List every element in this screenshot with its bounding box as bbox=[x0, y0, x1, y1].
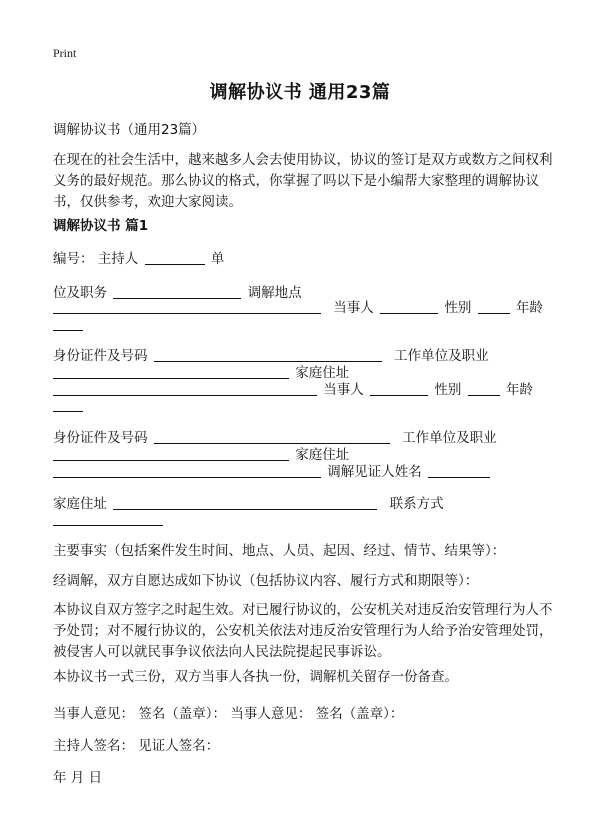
form-line-party-2 bbox=[53, 378, 533, 398]
party-name-blank-1[interactable] bbox=[380, 299, 438, 314]
age-blank-1[interactable] bbox=[53, 316, 83, 331]
work-unit-label-2: 工作单位及职业 bbox=[402, 430, 497, 446]
witness-blank[interactable] bbox=[428, 463, 490, 478]
witness-label: 调解见证人姓名 bbox=[327, 464, 422, 480]
witness-sign: 见证人签名： bbox=[138, 738, 220, 754]
age-blank-2[interactable] bbox=[53, 397, 83, 412]
form-line-party-1 bbox=[53, 296, 543, 316]
form-line-contact bbox=[53, 492, 444, 512]
party-opinion-2: 当事人意见： bbox=[230, 706, 312, 722]
copies-clause: 本协议书一式三份，双方当事人各执一份，调解机关留存一份备查。 bbox=[53, 669, 458, 685]
home-address-blank-1[interactable] bbox=[53, 381, 317, 396]
signature-line-host bbox=[53, 734, 219, 754]
work-unit-blank-1[interactable] bbox=[53, 364, 289, 379]
host-blank[interactable] bbox=[145, 250, 205, 265]
position-label: 位及职务 bbox=[53, 285, 107, 301]
mediation-place-label: 调解地点 bbox=[247, 285, 302, 301]
place-blank[interactable] bbox=[53, 299, 321, 314]
home-address-blank-2[interactable] bbox=[53, 463, 321, 478]
work-unit-label-1: 工作单位及职业 bbox=[394, 348, 489, 364]
main-facts: 主要事实（包括案件发生时间、地点、人员、起因、经过、情节、结果等）： bbox=[53, 543, 506, 559]
document-title: 调解协议书 通用23篇 bbox=[209, 82, 391, 103]
party-name-blank-2[interactable] bbox=[370, 381, 428, 396]
party-label-1: 当事人 bbox=[333, 300, 374, 316]
party-opinion-1: 当事人意见： bbox=[53, 706, 134, 722]
contact-label: 联系方式 bbox=[389, 496, 444, 512]
home-address-label-2: 家庭住址 bbox=[295, 447, 350, 463]
effect-clause: 本协议自双方签字之时起生效。对已履行协议的，公安机关对违反治安管理行为人不予处罚；对不履行协议的，公安机关依法对违反治安管理行为人给予治安管理处罚，被侵害人可以就民事争议依法向人民法院提起民事诉讼。 bbox=[53, 602, 553, 660]
id-label-1: 身份证件及号码 bbox=[53, 348, 148, 364]
form-line-witness bbox=[53, 460, 492, 480]
print-label: Print bbox=[53, 46, 77, 60]
gender-label-1: 性别 bbox=[444, 300, 472, 316]
home-address-blank-3[interactable] bbox=[113, 495, 377, 510]
age-label-1: 年龄 bbox=[515, 300, 543, 316]
work-unit-blank-2[interactable] bbox=[53, 446, 289, 461]
gender-label-2: 性别 bbox=[434, 382, 462, 398]
document-subtitle: 调解协议书（通用23篇） bbox=[53, 122, 206, 138]
form-line-number bbox=[53, 247, 224, 267]
id-blank-2[interactable] bbox=[154, 429, 390, 444]
signature-line-parties bbox=[53, 702, 403, 722]
contact-blank[interactable] bbox=[53, 511, 163, 526]
sign-seal-1: 签名（盖章）： bbox=[138, 706, 227, 722]
gender-blank-1[interactable] bbox=[478, 299, 510, 314]
host-sign: 主持人签名： bbox=[53, 738, 134, 754]
home-address-label-3: 家庭住址 bbox=[53, 496, 107, 512]
id-label-2: 身份证件及号码 bbox=[53, 430, 148, 446]
number-label: 编号： bbox=[53, 251, 94, 267]
intro-paragraph: 在现在的社会生活中，越来越多人会去使用协议，协议的签订是双方或数方之间权利义务的最好规范。那么协议的格式，你掌握了吗以下是小编帮大家整理的调解协议书，仅供参考，欢迎大家阅读。 bbox=[53, 152, 553, 210]
home-address-label-1: 家庭住址 bbox=[295, 365, 350, 381]
gender-blank-2[interactable] bbox=[468, 381, 500, 396]
party-label-2: 当事人 bbox=[323, 382, 364, 398]
agreement-reached: 经调解，双方自愿达成如下协议（包括协议内容、履行方式和期限等）： bbox=[53, 573, 479, 589]
host-label: 主持人 bbox=[97, 251, 139, 267]
sign-seal-2: 签名（盖章）： bbox=[315, 706, 404, 722]
unit-suffix: 单 bbox=[210, 251, 225, 267]
age-label-2: 年龄 bbox=[505, 382, 533, 398]
id-blank-1[interactable] bbox=[154, 347, 382, 362]
date-line: 年 月 日 bbox=[53, 770, 103, 786]
section-heading: 调解协议书 篇1 bbox=[53, 218, 149, 234]
